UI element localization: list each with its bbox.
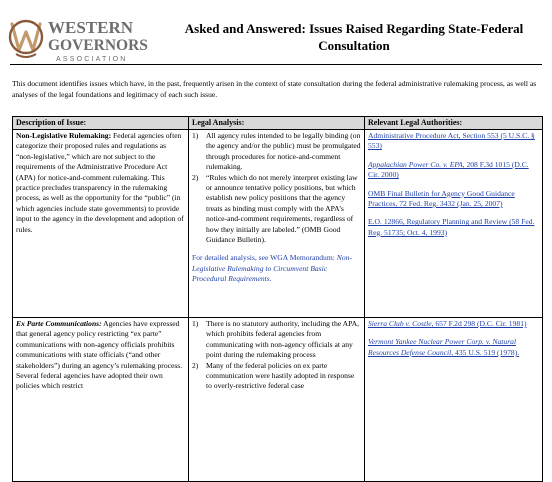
logo-line1: WESTERN: [48, 18, 134, 37]
analysis-text: There is no statutory authority, including the APA, which prohibits federal agencies from communicating with non-agency officials at any point during the rulemaking process: [206, 319, 359, 360]
analysis-list: [192, 131, 361, 245]
issue-title: Ex Parte Communications:: [16, 319, 102, 328]
authority-text: , 435 U.S. 519 (1978).: [451, 347, 520, 357]
authority-link[interactable]: [368, 217, 539, 238]
issue-cell: [13, 130, 189, 318]
logo-line3: ASSOCIATION: [56, 56, 128, 63]
wga-logo: [6, 10, 156, 66]
authority-link[interactable]: [368, 189, 539, 210]
header-issue: Description of Issue:: [13, 117, 189, 130]
authorities-cell: [365, 130, 543, 318]
header-divider: [10, 64, 542, 65]
analysis-number: 2): [192, 172, 199, 182]
authority-link[interactable]: [368, 337, 539, 358]
table-header-row: [13, 117, 543, 130]
memo-suffix: .: [269, 274, 272, 284]
issues-table: [12, 116, 543, 482]
authority-link[interactable]: [368, 319, 539, 329]
header-authorities: Relevant Legal Authorities:: [365, 117, 543, 130]
analysis-item: [192, 319, 361, 361]
analysis-list: [192, 319, 361, 392]
authority-case-name: Appalachian Power Co. v. EPA: [368, 159, 463, 169]
analysis-text: Many of the federal policies on ex parte communication were hastily adopted in response to overly-restrictive federal case: [206, 360, 355, 391]
analysis-cell: [189, 318, 365, 482]
analysis-cell: [189, 130, 365, 318]
authority-text: E.O. 12866, Regulatory Planning and Review (58 Fed. Reg. 51735; Oct. 4, 1993): [368, 217, 535, 237]
analysis-text: All agency rules intended to be legally binding (on the agency and/or the public) must be promulgated through procedures for notice-and-comment rulemaking.: [206, 131, 361, 172]
issue-description: Agencies have expressed that general agency policy restricting “ex parte” communications with non-agency officials prohibits communications with state officials (“and other stakeholders”) during an agency’s rulemaking process. Several federal agencies have adopted their own policies which restrict: [16, 319, 183, 391]
header-analysis: Legal Analysis:: [189, 117, 365, 130]
memo-prefix: For detailed analysis, see WGA Memorandum:: [192, 253, 335, 263]
authority-case-name: Vermont Yankee Nuclear Power Corp. v. Natural Resources Defense Council: [368, 337, 517, 357]
logo-line2: GOVERNORS: [48, 37, 148, 54]
issue-title: Non-Legislative Rulemaking:: [16, 131, 112, 140]
issue-description: Federal agencies often categorize their proposed rules and regulations as “non-legislative,” which are not subject to the requirements of the Administrative Procedure Act (APA) for notice-and-comment rulemaking. This practice precludes transparency in the rulemaking process, as well as the opportunity for the “public” (in which agencies include state governments) to provide input to the agency in the development and adoption of rules.: [16, 131, 184, 234]
table-row: [13, 130, 543, 318]
intro-paragraph: This document identifies issues which have, in the past, frequently arisen in the context of state consultation during the federal administrative rulemaking process, as well as analyses of the legal foundations and legitimacy of each such issue.: [12, 79, 537, 99]
authority-text: OMB Final Bulletin for Agency Good Guidance Practices, 72 Fed. Reg. 3432 (Jan. 25, 2007): [368, 188, 515, 209]
analysis-number: 1): [192, 319, 199, 328]
authority-link[interactable]: [368, 131, 539, 152]
authority-text: , 208 F.3d 1015 (D.C. Cir. 2000): [368, 159, 529, 180]
authorities-cell: [365, 318, 543, 482]
issue-cell: [13, 318, 189, 482]
analysis-number: 1): [192, 131, 199, 140]
table-row: [13, 318, 543, 482]
authority-case-name: Sierra Club v. Costle: [368, 319, 432, 328]
memo-reference: [192, 253, 361, 284]
authority-link[interactable]: [368, 160, 539, 181]
memo-link[interactable]: Non-Legislative Rulemaking to Circumvent Basic Procedural Requirements: [192, 253, 352, 284]
document-title: Asked and Answered: Issues Raised Regarding State-Federal Consultation: [184, 21, 524, 53]
wga-logo-graphic: [6, 10, 156, 66]
analysis-item: [192, 361, 361, 392]
authority-text: Administrative Procedure Act, Section 553 (5 U.S.C. § 553): [368, 131, 535, 151]
authority-text: , 657 F.2d 298 (D.C. Cir. 1981): [431, 319, 527, 328]
analysis-text: “Rules which do not merely interpret existing law or announce tentative policy positions, but which establish new policy positions that the agency treats as binding must comply with the APA’s notice-and-comment requirements, regardless of how they initially are labeled.” (OMB Good Guidance Bulletin).: [206, 172, 358, 245]
analysis-number: 2): [192, 360, 199, 370]
analysis-item: [192, 173, 361, 246]
analysis-item: [192, 131, 361, 173]
